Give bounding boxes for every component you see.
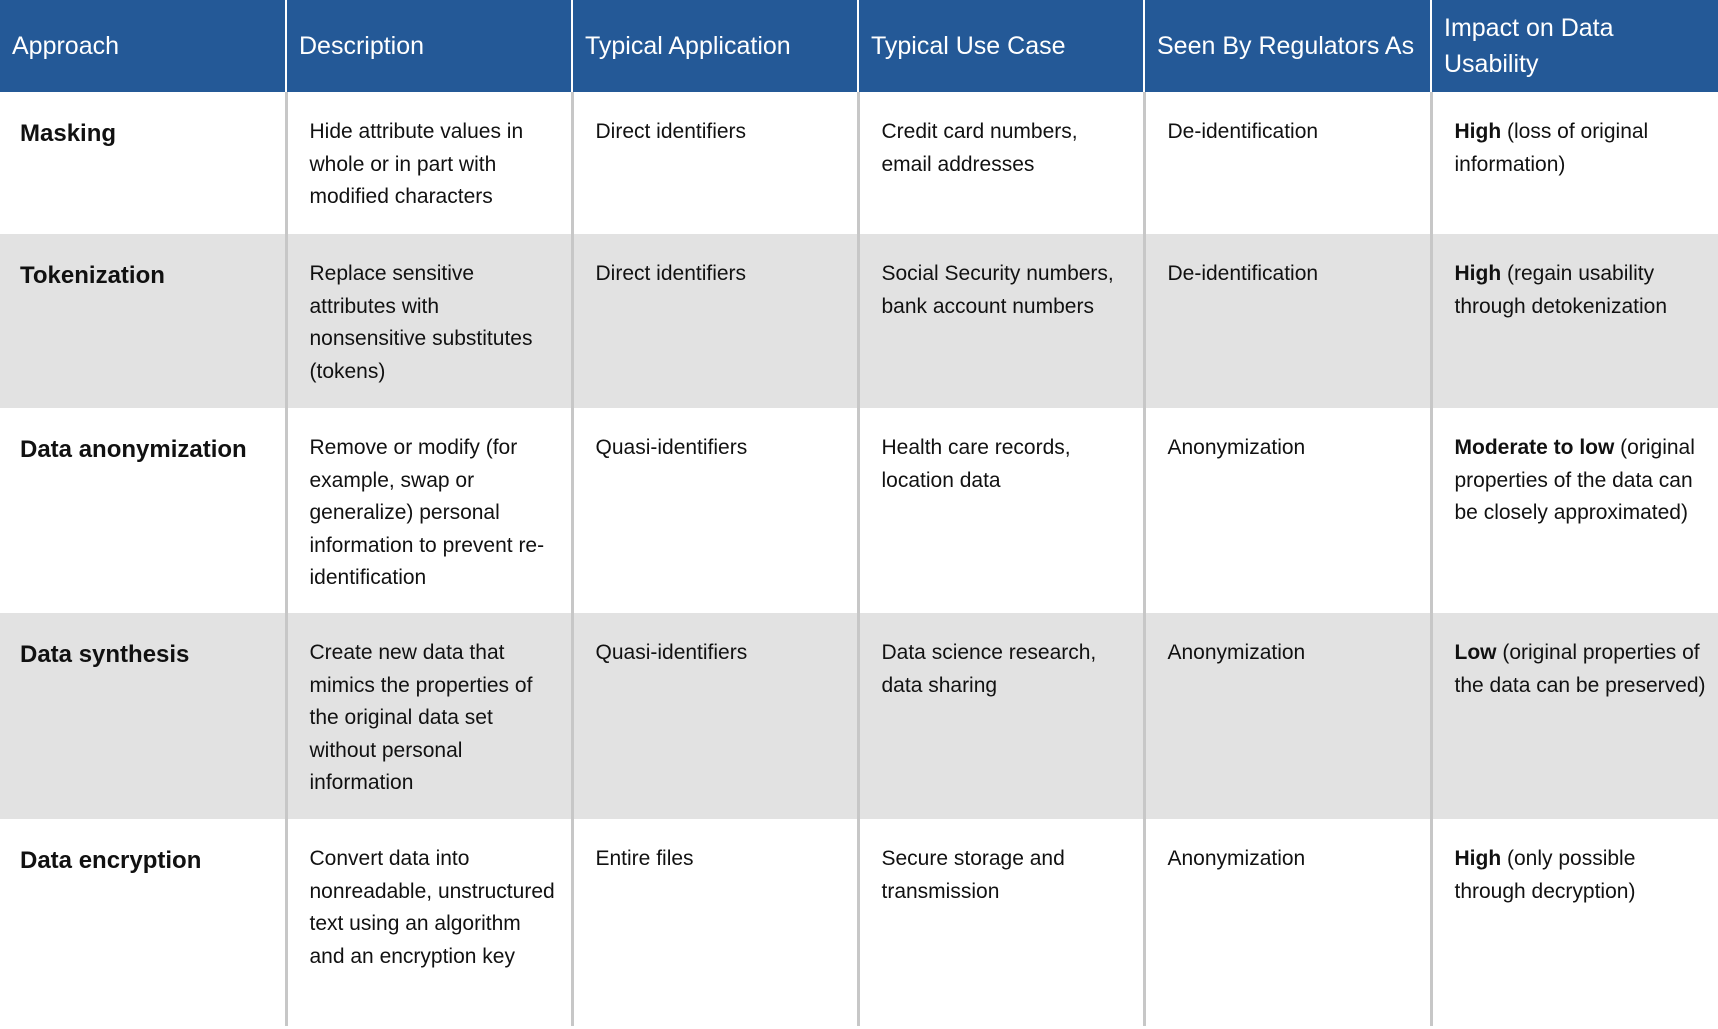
impact-detail: (regain usability through detokenization [1454, 262, 1667, 318]
header-description: Description [286, 0, 572, 92]
header-impact-on-usability: Impact on Data Usability [1431, 0, 1718, 92]
approach-cell [0, 819, 286, 1026]
impact-level: High [1454, 120, 1502, 143]
approach-cell [0, 234, 286, 408]
impact-detail: (original properties of the data can be preserved) [1454, 641, 1706, 697]
table-row [0, 92, 1718, 234]
table-row [0, 408, 1718, 613]
application-cell: Entire files [572, 819, 858, 1026]
regulators-cell: Anonymization [1144, 408, 1431, 613]
regulators-cell: Anonymization [1144, 613, 1431, 819]
impact-level: High [1454, 847, 1502, 870]
impact-cell [1431, 613, 1718, 819]
description-cell: Replace sensitive attributes with nonsensitive substitutes (tokens) [286, 234, 572, 408]
header-seen-by-regulators: Seen By Regulators As [1144, 0, 1431, 92]
impact-cell [1431, 234, 1718, 408]
approach-name: Data encryption [20, 847, 202, 874]
use-case-cell: Secure storage and transmission [858, 819, 1144, 1026]
use-case-cell: Credit card numbers, email addresses [858, 92, 1144, 234]
description-cell: Hide attribute values in whole or in part with modified characters [286, 92, 572, 234]
approach-name: Data anonymization [20, 436, 247, 463]
use-case-cell: Health care records, location data [858, 408, 1144, 613]
impact-level: Moderate to low [1454, 436, 1615, 459]
approach-cell [0, 92, 286, 234]
header-approach: Approach [0, 0, 286, 92]
approach-cell [0, 613, 286, 819]
impact-level: Low [1454, 641, 1497, 664]
table-row [0, 234, 1718, 408]
impact-level: High [1454, 262, 1502, 285]
description-cell: Convert data into nonreadable, unstructured text using an algorithm and an encryption key [286, 819, 572, 1026]
impact-cell [1431, 92, 1718, 234]
table-body [0, 92, 1718, 1026]
table-header [0, 0, 1718, 92]
header-row [0, 0, 1718, 92]
use-case-cell: Data science research, data sharing [858, 613, 1144, 819]
header-typical-application: Typical Application [572, 0, 858, 92]
application-cell: Quasi-identifiers [572, 408, 858, 613]
application-cell: Direct identifiers [572, 234, 858, 408]
impact-cell [1431, 408, 1718, 613]
approach-name: Tokenization [20, 262, 165, 289]
application-cell: Quasi-identifiers [572, 613, 858, 819]
impact-detail: (original properties of the data can be closely approximated) [1454, 436, 1695, 524]
table-row [0, 613, 1718, 819]
impact-cell [1431, 819, 1718, 1026]
header-typical-use-case: Typical Use Case [858, 0, 1144, 92]
impact-detail: (loss of original information) [1454, 120, 1649, 176]
regulators-cell: De-identification [1144, 234, 1431, 408]
approach-cell [0, 408, 286, 613]
approach-name: Masking [20, 120, 117, 147]
approach-name: Data synthesis [20, 641, 190, 668]
impact-detail: (only possible through decryption) [1454, 847, 1636, 903]
table-row [0, 819, 1718, 1026]
description-cell: Remove or modify (for example, swap or generalize) personal information to prevent re-identification [286, 408, 572, 613]
description-cell: Create new data that mimics the properties of the original data set without personal information [286, 613, 572, 819]
regulators-cell: Anonymization [1144, 819, 1431, 1026]
regulators-cell: De-identification [1144, 92, 1431, 234]
use-case-cell: Social Security numbers, bank account numbers [858, 234, 1144, 408]
application-cell: Direct identifiers [572, 92, 858, 234]
